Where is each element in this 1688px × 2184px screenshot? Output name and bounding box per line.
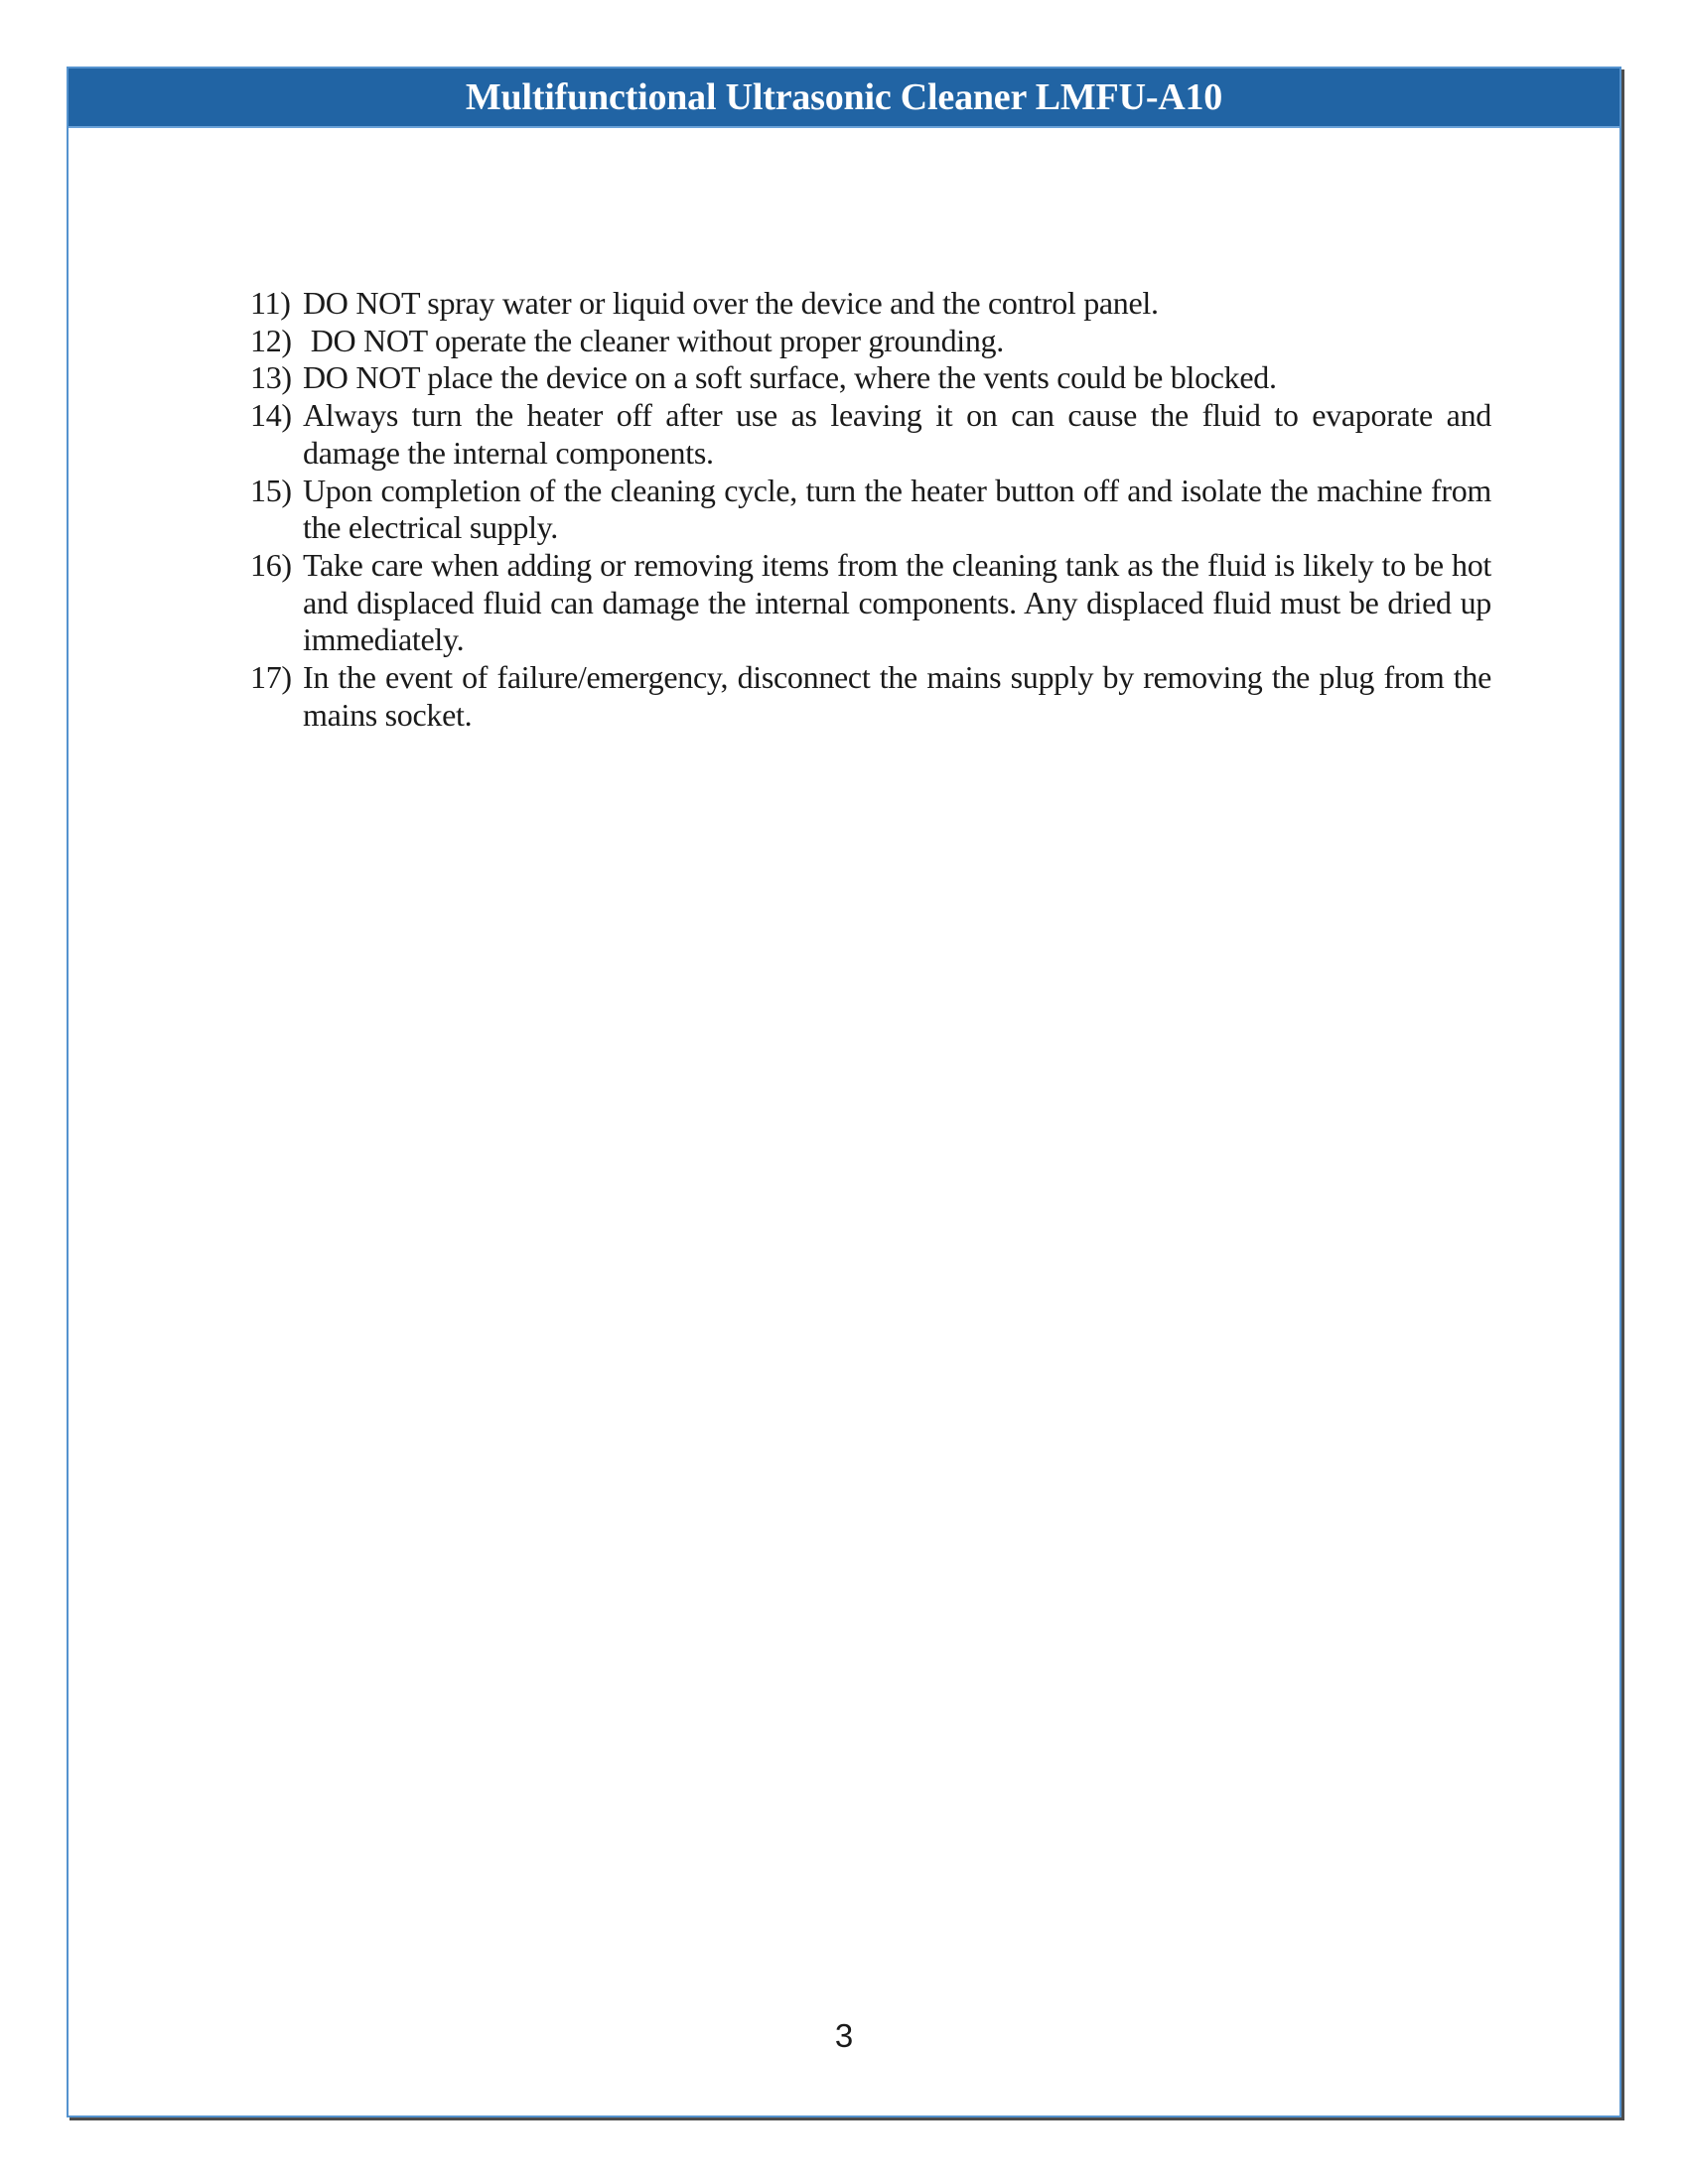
document-page-frame bbox=[67, 67, 1621, 2117]
list-item bbox=[250, 473, 1491, 547]
list-item-number: 12) bbox=[250, 322, 292, 358]
page-number: 3 bbox=[834, 2017, 854, 2054]
list-item-text: Always turn the heater off after use as leaving it on can cause the fluid to evaporate and damage the internal components. bbox=[303, 397, 1491, 471]
list-item-number: 15) bbox=[250, 472, 292, 508]
list-item-text: In the event of failure/emergency, disconnect the mains supply by removing the plug from the mains socket. bbox=[303, 659, 1491, 733]
list-item-number: 14) bbox=[250, 397, 292, 434]
list-item-text: DO NOT operate the cleaner without proper grounding. bbox=[303, 322, 1004, 358]
list-item bbox=[250, 659, 1491, 734]
list-item-text: DO NOT spray water or liquid over the device and the control panel. bbox=[303, 285, 1159, 321]
list-item-number: 16) bbox=[250, 546, 292, 583]
list-item bbox=[250, 323, 1491, 360]
page-title: Multifunctional Ultrasonic Cleaner LMFU-A10 bbox=[465, 76, 1223, 118]
list-item bbox=[250, 285, 1491, 323]
list-item-text: Take care when adding or removing items from the cleaning tank as the fluid is likely to be hot and displaced fluid can damage the internal components. Any displaced fluid must be dried up immediately. bbox=[303, 546, 1491, 658]
list-item bbox=[250, 547, 1491, 659]
list-item-number: 11) bbox=[250, 285, 291, 321]
list-item-text: Upon completion of the cleaning cycle, turn the heater button off and isolate the machine from the electrical supply. bbox=[303, 472, 1491, 546]
list-item bbox=[250, 397, 1491, 472]
header-bar bbox=[69, 68, 1619, 128]
list-item-text: DO NOT place the device on a soft surface, where the vents could be blocked. bbox=[303, 359, 1277, 396]
list-item-number: 13) bbox=[250, 359, 292, 396]
safety-instructions-list bbox=[250, 285, 1491, 734]
list-item bbox=[250, 359, 1491, 397]
list-item-number: 17) bbox=[250, 659, 292, 696]
